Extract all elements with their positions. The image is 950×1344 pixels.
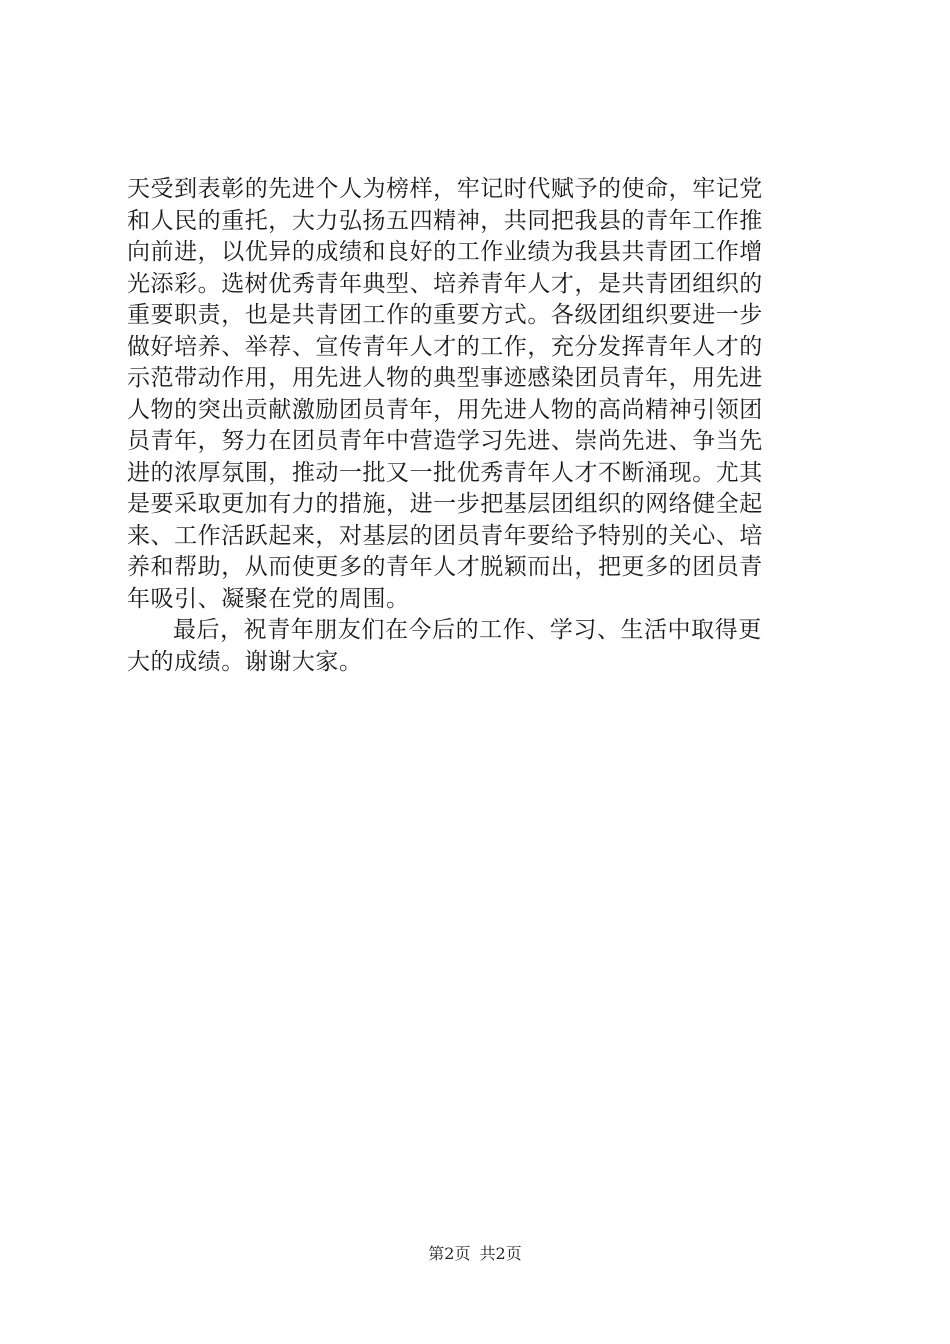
page-footer: [0, 1241, 950, 1264]
text-line: 和人民的重托，大力弘扬五四精神，共同把我县的青年工作推: [127, 207, 763, 234]
text-line: 示范带动作用，用先进人物的典型事迹感染团员青年，用先进: [127, 365, 763, 391]
text-line: 光添彩。选树优秀青年典型、培养青年人才，是共青团组织的: [127, 270, 763, 297]
text-line: 是要采取更加有力的措施，进一步把基层团组织的网络健全起: [127, 491, 763, 517]
text-line: 向前进，以优异的成绩和良好的工作业绩为我县共青团工作增: [127, 239, 763, 265]
text-line: 年吸引、凝聚在党的周围。: [127, 585, 410, 612]
text-line: 天受到表彰的先进个人为榜样，牢记时代赋予的使命，牢记党: [127, 176, 763, 202]
text-line-indented: 最后，祝青年朋友们在今后的工作、学习、生活中取得更: [173, 617, 762, 643]
text-line: 来、工作活跃起来，对基层的团员青年要给予特别的关心、培: [127, 522, 763, 549]
text-line: 进的浓厚氛围，推动一批又一批优秀青年人才不断涌现。尤其: [127, 459, 763, 486]
text-line: 做好培养、举荐、宣传青年人才的工作，充分发挥青年人才的: [127, 333, 763, 360]
text-line: 人物的突出贡献激励团员青年，用先进人物的高尚精神引领团: [127, 396, 763, 423]
text-line: 重要职责，也是共青团工作的重要方式。各级团组织要进一步: [127, 302, 763, 328]
text-line: 员青年，努力在团员青年中营造学习先进、崇尚先进、争当先: [127, 428, 763, 454]
page-number-current: 第2页: [428, 1244, 471, 1263]
text-line: 养和帮助，从而使更多的青年人才脱颖而出，把更多的团员青: [127, 554, 763, 580]
page-number-total: 共2页: [479, 1244, 522, 1263]
body-text: [127, 174, 827, 678]
text-line: 大的成绩。谢谢大家。: [127, 648, 363, 675]
